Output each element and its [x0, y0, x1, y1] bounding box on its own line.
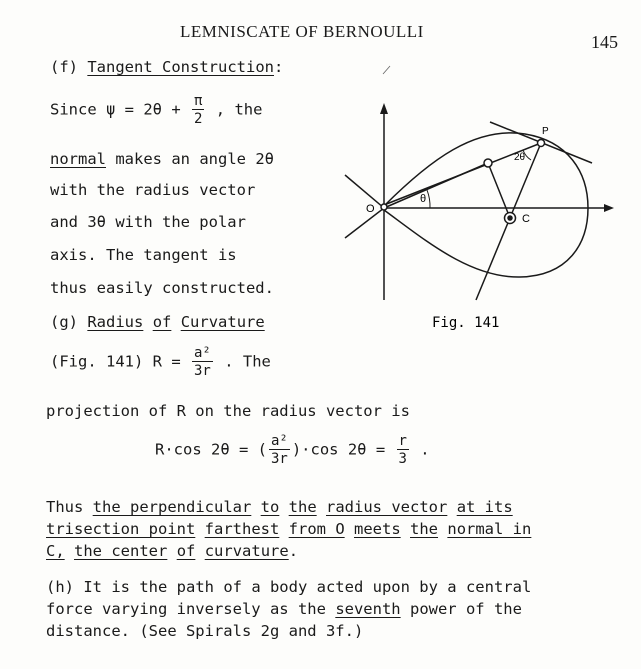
- label-o: O: [366, 203, 375, 215]
- section-h-label: (h): [46, 578, 74, 596]
- origin-marker: [381, 204, 387, 210]
- underlined-phrase: curvature: [204, 542, 289, 560]
- underlined-phrase: normal in: [447, 520, 532, 538]
- psi-equation-rhs: , the: [215, 100, 263, 119]
- fraction-denominator: 2: [194, 111, 203, 127]
- underlined-phrase: trisection point: [46, 520, 196, 538]
- angle-arc: [427, 190, 430, 208]
- section-f-label: (f): [50, 58, 78, 76]
- fraction-numerator: r: [398, 433, 407, 449]
- section-h-line3: distance. (See Spirals 2g and 3f.): [46, 622, 364, 640]
- projection-text: projection of R on the radius vector is: [46, 402, 410, 420]
- heading-word: Curvature: [180, 313, 265, 331]
- left-tangent: [345, 208, 384, 238]
- page-number: 145: [591, 32, 618, 52]
- fraction-numerator: a²: [194, 345, 211, 361]
- underlined-phrase: the perpendicular: [92, 498, 252, 516]
- fraction-numerator: a²: [270, 433, 288, 449]
- psi-equation-lhs: Since ψ = 2θ +: [50, 100, 181, 119]
- section-f-title: Tangent Construction: [87, 58, 274, 76]
- section-h-line2-post: power of the: [409, 600, 522, 618]
- section-h-line1: It is the path of a body acted upon by a central: [83, 578, 532, 596]
- section-g-label: (g): [50, 313, 78, 331]
- underlined-phrase: of: [176, 542, 196, 560]
- underlined-phrase: farthest: [204, 520, 280, 538]
- normal-angle-text: makes an angle 2θ: [115, 150, 274, 168]
- curvature-equation-tail: . The: [224, 352, 271, 371]
- figure-caption: Fig. 141: [432, 315, 500, 331]
- seventh-term: seventh: [335, 600, 401, 618]
- axis-arrow: [380, 103, 388, 114]
- underlined-phrase: to: [260, 498, 280, 516]
- projection-lhs: R·cos 2θ = (: [155, 440, 267, 459]
- fraction-numerator: π: [194, 93, 203, 109]
- underlined-phrase: the center: [74, 542, 168, 560]
- left-tangent: [345, 175, 384, 208]
- underlined-phrase: meets: [354, 520, 401, 538]
- label-c: C: [522, 213, 530, 225]
- underlined-phrase: C,: [46, 542, 65, 560]
- projection-mid: )·cos 2θ =: [291, 440, 386, 459]
- text-line: axis. The tangent is: [50, 246, 237, 264]
- heading-word: Radius: [87, 313, 144, 331]
- underlined-phrase: the: [288, 498, 317, 516]
- curvature-equation-lhs: (Fig. 141) R =: [50, 352, 181, 371]
- section-f-colon: :: [273, 58, 284, 76]
- page-header-title: LEMNISCATE OF BERNOULLI: [180, 22, 424, 41]
- pencil-mark: [383, 66, 390, 74]
- text-line: and 3θ with the polar: [50, 213, 246, 231]
- underlined-phrase: from O: [288, 520, 345, 538]
- section-h-line2-pre: force varying inversely as the: [46, 600, 326, 618]
- paragraph-word: Thus: [46, 498, 84, 516]
- label-theta: θ: [420, 193, 427, 205]
- projection-end: .: [420, 440, 430, 459]
- trisection-point: [484, 159, 492, 167]
- underlined-phrase: at its: [456, 498, 513, 516]
- normal-term: normal: [50, 150, 106, 168]
- fraction-denominator: 3r: [194, 363, 211, 379]
- label-2theta: 2θ: [514, 152, 526, 163]
- underlined-phrase: the: [410, 520, 439, 538]
- label-p: P: [542, 126, 549, 137]
- fraction-denominator: 3r: [270, 451, 288, 467]
- chord-line: [384, 163, 488, 208]
- axis-arrow: [604, 204, 614, 212]
- underlined-phrase: radius vector: [326, 498, 448, 516]
- text-line: with the radius vector: [50, 181, 256, 199]
- text-line: thus easily constructed.: [50, 279, 274, 297]
- perpendicular-line: [488, 163, 510, 218]
- point-p-marker: [538, 140, 545, 147]
- fraction-denominator: 3: [398, 451, 407, 467]
- lemniscate-curve: [384, 133, 588, 277]
- center-dot: [508, 216, 512, 220]
- paragraph-end: .: [288, 542, 299, 560]
- heading-word: of: [152, 313, 172, 331]
